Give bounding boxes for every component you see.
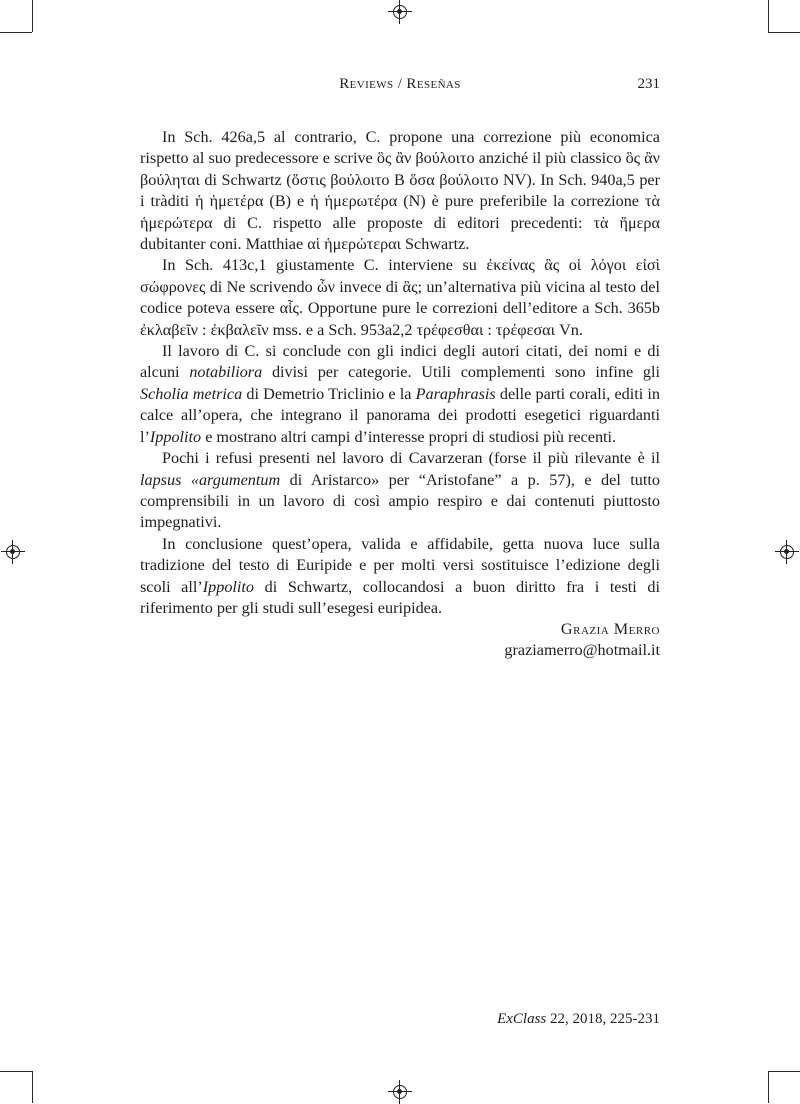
paragraph-1: In Sch. 426a,5 al contrario, C. propone una correzione più economica rispetto al suo predecessore e scrive ὃς ἂν βούλοιτο anziché il più classico ὃς ἂν βούληται di Schwartz (ὅστις βούλοιτο B ὅσα βούλοιτο NV). In Sch. 940a,5 per i tràditi ἡ ἡμετέρα (B) e ἡ ἡμερωτέρα (N) è pure preferibile la correzione τὰ ἡμερώτερα di C. rispetto alle proposte di editori precedenti: τὰ ἥμερα dubitanter coni. Matthiae αἱ ἡμερώτεραι Schwartz. [140,128,660,254]
registration-mark-left-icon [6,545,20,559]
crop-mark-top-left [32,0,33,32]
paragraph-2: In Sch. 413c,1 giustamente C. interviene su ἐκείνας ἃς οἱ λόγοι εἰσὶ σώφρονες di Ne scrivendo ὧν invece di ἃς; un’alternativa più vicina al testo del codice poteva essere αἷς. Opportune pure le correzioni dell’editore a Sch. 365b ἐκλαβεῖν : ἐκβαλεῖν mss. e a Sch. 953a2,2 τρέφεσθαι : τρέφεσαι Vn. [140,256,661,339]
registration-mark-bottom-icon [393,1085,407,1099]
journal-name: ExClass [497,1011,547,1027]
journal-citation [497,1011,660,1028]
crop-mark-bottom-left [32,1071,33,1103]
paragraph-4: Pochi i refusi presenti nel lavoro di Cavarzeran (forse il più rilevante è il lapsus «argumentum di Aristarco» per “Aristofane” a p. 57), e del tutto comprensibili in un lavoro di così ampio respiro e dai contenuti piuttosto impegnativi. [140,449,660,532]
journal-issue: 22, 2018, 225-231 [546,1011,660,1027]
review-body [140,127,660,619]
crop-mark-bottom-left-h [0,1071,32,1072]
running-head [140,76,660,93]
crop-mark-top-right-h [768,32,800,33]
crop-mark-bottom-right-h [768,1071,800,1072]
crop-mark-top-left-h [0,32,32,33]
author-email: graziamerro@hotmail.it [504,641,660,660]
page-number: 231 [637,76,660,92]
registration-mark-right-icon [780,545,794,559]
running-title: Reviews / Reseñas [339,76,461,92]
paragraph-5: In conclusione quest’opera, valida e affidabile, getta nuova luce sulla tradizione del testo di Euripide e per molti versi sostituisce l’edizione degli scoli all’Ippolito di Schwartz, collocandosi a buon diritto fra i testi di riferimento per gli studi sull’esegesi euripidea. [140,534,660,617]
signature [504,619,660,662]
registration-mark-top-icon [393,5,407,19]
paragraph-3: Il lavoro di C. si conclude con gli indici degli autori citati, dei nomi e di alcuni notabiliora divisi per categorie. Utili complementi sono infine gli Scholia metrica di Demetrio Triclinio e la Paraphrasis delle parti corali, editi in calce all’opera, che integrano il panorama dei prodotti esegetici riguardanti l’Ippolito e mostrano altri campi d’interesse propri di studiosi più recenti. [140,342,660,446]
author-name: Grazia Merro [560,620,660,638]
crop-mark-bottom-right [768,1071,769,1103]
crop-mark-top-right [768,0,769,32]
